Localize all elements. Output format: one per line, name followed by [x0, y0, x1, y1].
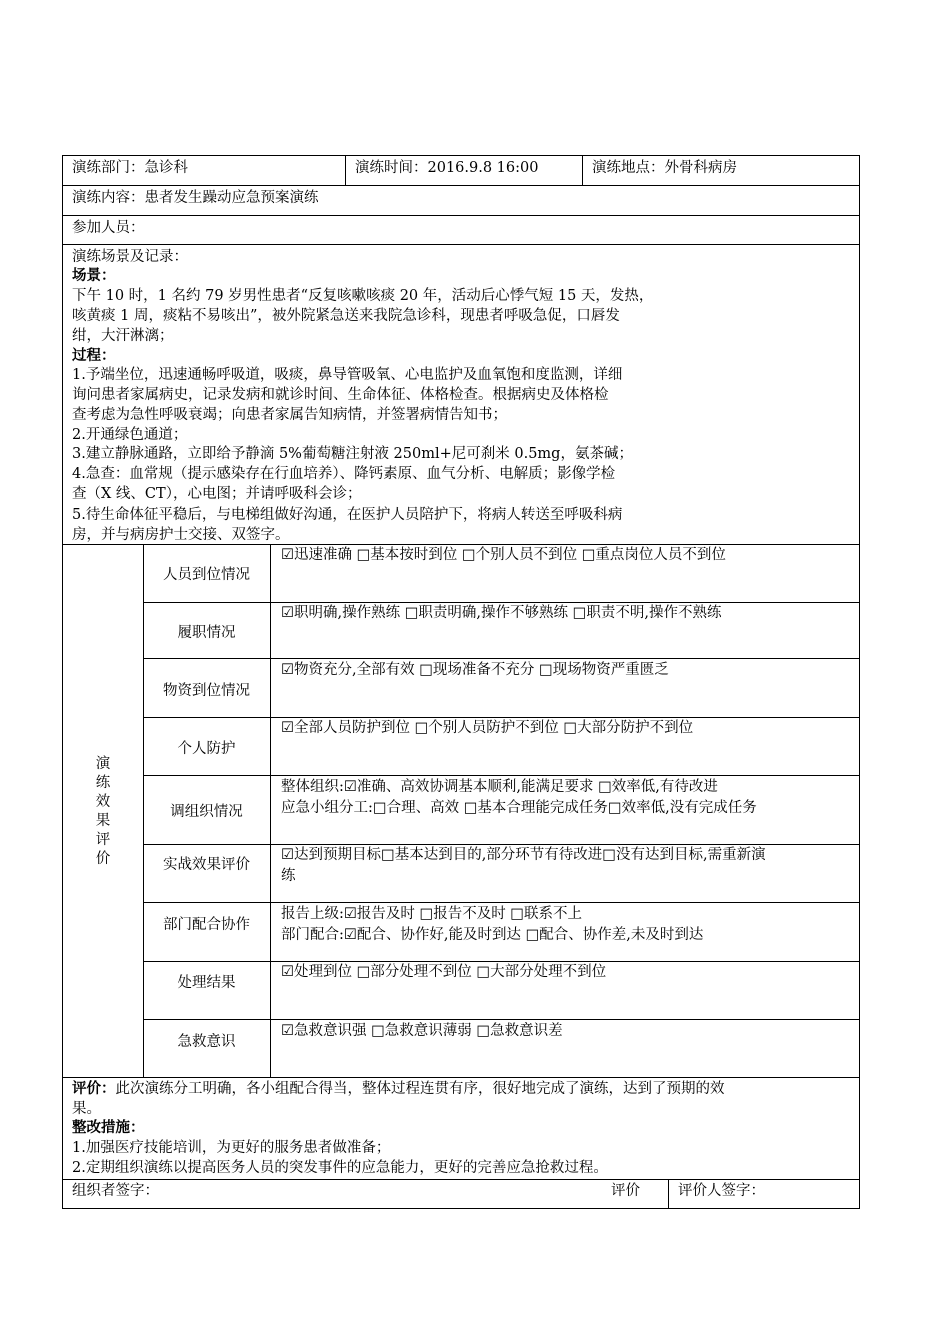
eval-row-options: ☑达到预期目标□基本达到目的,部分环节有待改进□没有达到目标,需重新演 [281, 847, 766, 863]
divider [582, 155, 583, 185]
divider [62, 215, 860, 216]
process-line: 4.急查：血常规（提示感染存在行血培养）、降钙素原、血气分析、电解质；影像学检 [72, 466, 616, 482]
fix-line: 2.定期组织演练以提高医务人员的突发事件的应急能力，更好的完善应急抢救过程。 [72, 1160, 608, 1176]
review-eval-line [72, 1079, 725, 1099]
organizer-signature: 组织者签字： [72, 1183, 159, 1199]
eval-row-label: 履职情况 [177, 625, 236, 641]
divider [668, 1179, 669, 1209]
eval-row-options: 练 [281, 868, 296, 884]
fix-line: 1.加强医疗技能培训，为更好的服务患者做准备； [72, 1140, 391, 1156]
process-line: 查考虑为急性呼吸衰竭；向患者家属告知病情，并签署病情告知书； [72, 407, 507, 423]
divider [270, 544, 271, 1077]
divider [345, 155, 346, 185]
scene-label: 场景： [72, 267, 116, 284]
review-eval-text: 此次演练分工明确，各小组配合得当，整体过程连贯有序，很好地完成了演练，达到了预期的效 [115, 1081, 725, 1097]
process-line: 3.建立静脉通路，立即给予静滴 5%葡萄糖注射液 250ml+尼可刹米 0.5mg，氨茶碱； [72, 446, 633, 462]
process-label: 过程： [72, 347, 116, 364]
eval-row-options: ☑处理到位 □部分处理不到位 □大部分处理不到位 [281, 964, 607, 980]
process-line: 5.待生命体征平稳后，与电梯组做好沟通，在医护人员陪护下，将病人转送至呼吸科病 [72, 507, 623, 523]
scene-line: 咳黄痰 1 周，痰粘不易咳出”，被外院紧急送来我院急诊科，现患者呼吸急促，口唇发 [72, 308, 620, 324]
eval-row-label: 物资到位情况 [163, 683, 250, 699]
divider [143, 775, 860, 776]
eval-row-options: 应急小组分工:□合理、高效 □基本合理能完成任务□效率低,没有完成任务 [281, 800, 757, 816]
scene-line: 绀，大汗淋漓； [72, 328, 174, 344]
eval-row-label: 处理结果 [177, 975, 236, 991]
location-cell: 演练地点：外骨科病房 [592, 160, 737, 176]
eval-row-label: 实战效果评价 [163, 857, 250, 873]
dept-cell: 演练部门：急诊科 [72, 160, 188, 176]
eval-row-label: 个人防护 [177, 741, 236, 757]
process-line: 询问患者家属病史，记录发病和就诊时间、生命体征、体格检查。根据病史及体格检 [72, 387, 609, 403]
footer-eval-label: 评价 [611, 1183, 640, 1199]
divider [62, 244, 860, 245]
time-cell: 演练时间：2016.9.8 16:00 [355, 160, 539, 176]
scene-line: 下午 10 时，1 名约 79 岁男性患者“反复咳嗽咳痰 20 年，活动后心悸气短 15 天，发热， [72, 288, 654, 304]
fix-label: 整改措施： [72, 1119, 145, 1136]
eval-row-label: 急救意识 [177, 1034, 236, 1050]
content-cell: 演练内容：患者发生躁动应急预案演练 [72, 190, 319, 206]
eval-row-options: ☑物资充分,全部有效 □现场准备不充分 □现场物资严重匮乏 [281, 662, 669, 678]
eval-row-options: 部门配合:☑配合、协作好,能及时到达 □配合、协作差,未及时到达 [281, 927, 704, 943]
eval-row-options: ☑急救意识强 □急救意识薄弱 □急救意识差 [281, 1023, 563, 1039]
participants-cell: 参加人员： [72, 220, 145, 236]
divider [62, 1077, 860, 1078]
eval-row-options: ☑迅速准确 □基本按时到位 □个别人员不到位 □重点岗位人员不到位 [281, 547, 726, 563]
eval-row-options: 整体组织:☑准确、高效协调基本顺利,能满足要求 □效率低,有待改进 [281, 779, 718, 795]
divider [62, 1179, 860, 1180]
evaluator-signature: 评价人签字： [678, 1183, 765, 1199]
evaluation-side-label: 演练效果评价 [95, 756, 111, 867]
divider [143, 902, 860, 903]
process-line: 1.予端坐位，迅速通畅呼吸道，吸痰，鼻导管吸氧、心电监护及血氧饱和度监测，详细 [72, 367, 623, 383]
process-line: 2.开通绿色通道； [72, 427, 188, 443]
divider [143, 658, 860, 659]
review-eval-line: 果。 [72, 1101, 101, 1117]
eval-row-options: ☑职明确,操作熟练 □职责明确,操作不够熟练 □职责不明,操作不熟练 [281, 605, 722, 621]
process-line: 房，并与病房护士交接、双签字。 [72, 527, 290, 543]
eval-row-options: 报告上级:☑报告及时 □报告不及时 □联系不上 [281, 906, 583, 922]
process-line: 查（X 线、CT），心电图；并请呼吸科会诊； [72, 486, 362, 502]
review-eval-label: 评价： [72, 1080, 116, 1097]
divider [143, 1019, 860, 1020]
eval-row-label: 部门配合协作 [163, 917, 250, 933]
eval-row-label: 人员到位情况 [163, 567, 250, 583]
eval-row-label: 调组织情况 [170, 804, 243, 820]
scene-title: 演练场景及记录： [72, 249, 188, 265]
eval-row-options: ☑全部人员防护到位 □个别人员防护不到位 □大部分防护不到位 [281, 720, 694, 736]
divider [62, 185, 860, 186]
